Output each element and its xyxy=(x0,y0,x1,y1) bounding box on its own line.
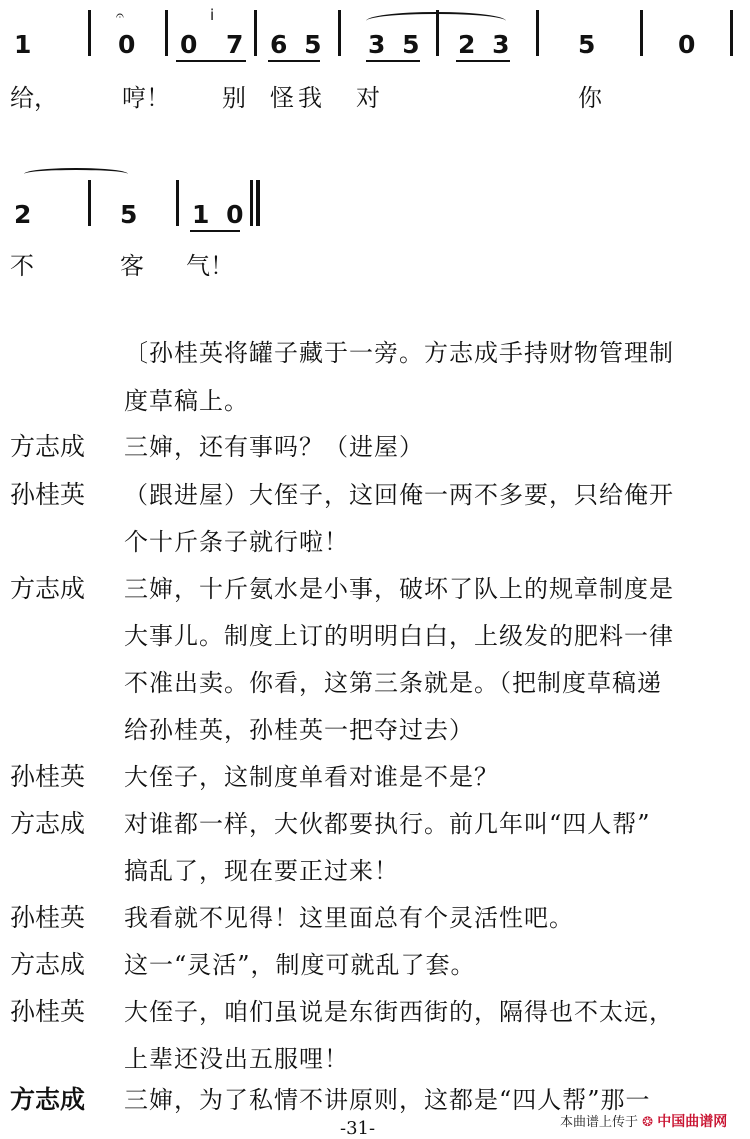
dialogue-line: 三婶，十斤氨水是小事，破坏了队上的规章制度是 xyxy=(124,575,674,603)
dialogue-line: 大事儿。制度上订的明明白白，上级发的肥料一律 xyxy=(124,622,674,650)
watermark-text: 本曲谱上传于 xyxy=(560,1115,639,1130)
slur xyxy=(24,168,128,180)
speaker-name: 孙桂英 xyxy=(10,480,86,509)
lyric: 别 xyxy=(222,84,246,112)
dialogue-line: 给孙桂英，孙桂英一把夺过去） xyxy=(124,716,474,744)
note-pair: 3 5 xyxy=(368,30,424,59)
dialogue-line: 对谁都一样，大伙都要执行。前几年叫“四人帮” xyxy=(124,810,651,838)
dialogue-line: 不准出卖。你看，这第三条就是。（把制度草稿递 xyxy=(124,669,662,697)
final-bar-line xyxy=(256,180,260,226)
dialogue-line: 我看就不见得！这里面总有个灵活性吧。 xyxy=(124,904,574,932)
note-pair: 2 3 xyxy=(458,30,514,59)
lyric: 怪我 xyxy=(270,84,326,112)
note: 0 xyxy=(118,30,136,59)
lyric: 你 xyxy=(578,84,602,112)
dialogue-line: 大侄子，咱们虽说是东街西街的，隔得也不太远， xyxy=(124,998,674,1026)
dialogue-line: 三婶，还有事吗？（进屋） xyxy=(124,433,424,461)
note: 5 xyxy=(120,200,138,229)
speaker-name: 方志成 xyxy=(10,432,86,461)
bar-line xyxy=(88,180,91,226)
note: 5 xyxy=(578,30,596,59)
speaker-name: 孙桂英 xyxy=(10,997,86,1026)
final-bar-line xyxy=(250,180,253,226)
lyric: 不 xyxy=(10,252,34,280)
dialogue-line: 搞乱了，现在要正过来！ xyxy=(124,857,399,885)
watermark-logo-icon: ❂ xyxy=(642,1115,654,1130)
dialogue-line: 三婶，为了私情不讲原则，这都是“四人帮”那一 xyxy=(124,1086,651,1114)
watermark xyxy=(560,1111,727,1131)
dialogue-line: 上辈还没出五服哩！ xyxy=(124,1045,349,1073)
note: 2 xyxy=(14,200,32,229)
note: 7 xyxy=(226,30,244,59)
bar-line xyxy=(536,10,539,56)
dialogue-line: 个十斤条子就行啦！ xyxy=(124,528,349,556)
speaker-name: 方志成 xyxy=(10,950,86,979)
note-pair: 1 0 xyxy=(192,200,248,229)
underline-beam xyxy=(456,60,510,62)
bar-line xyxy=(338,10,341,56)
underline-beam xyxy=(268,60,320,62)
bar-line xyxy=(640,10,643,56)
speaker-name: 孙桂英 xyxy=(10,762,86,791)
underline-beam xyxy=(176,60,246,62)
speaker-name: 方志成 xyxy=(10,1085,86,1114)
lyric: 给， xyxy=(10,84,58,112)
watermark-brand: 中国曲谱网 xyxy=(657,1114,728,1130)
bar-line xyxy=(165,10,168,56)
stage-direction-line: 度草稿上。 xyxy=(124,387,249,415)
fermata-icon: 𝄐 xyxy=(116,8,124,24)
lyric: 气！ xyxy=(186,252,234,280)
speaker-name: 方志成 xyxy=(10,809,86,838)
bar-line xyxy=(436,10,439,56)
note: 1 xyxy=(14,30,32,59)
dialogue-line: 大侄子，这制度单看对谁是不是？ xyxy=(124,763,499,791)
bar-line xyxy=(254,10,257,56)
bar-line xyxy=(730,10,733,56)
lyric: 哼！ xyxy=(122,84,170,112)
lyric: 客 xyxy=(120,252,144,280)
page-number: -31- xyxy=(340,1118,376,1139)
note-pair: 6 5 xyxy=(270,30,326,59)
bar-line xyxy=(176,180,179,226)
underline-beam xyxy=(190,230,240,232)
stage-direction-line: 〔孙桂英将罐子藏于一旁。方志成手持财物管理制 xyxy=(124,339,674,367)
speaker-name: 方志成 xyxy=(10,574,86,603)
bar-line xyxy=(88,10,91,56)
note: 0 xyxy=(180,30,198,59)
speaker-name: 孙桂英 xyxy=(10,903,86,932)
dialogue-line: 这一“灵活”，制度可就乱了套。 xyxy=(124,951,476,979)
underline-beam xyxy=(366,60,420,62)
grace-note: i xyxy=(210,6,215,24)
note: 0 xyxy=(678,30,696,59)
dialogue-line: （跟进屋）大侄子，这回俺一两不多要，只给俺开 xyxy=(124,481,674,509)
lyric: 对 xyxy=(356,84,380,112)
